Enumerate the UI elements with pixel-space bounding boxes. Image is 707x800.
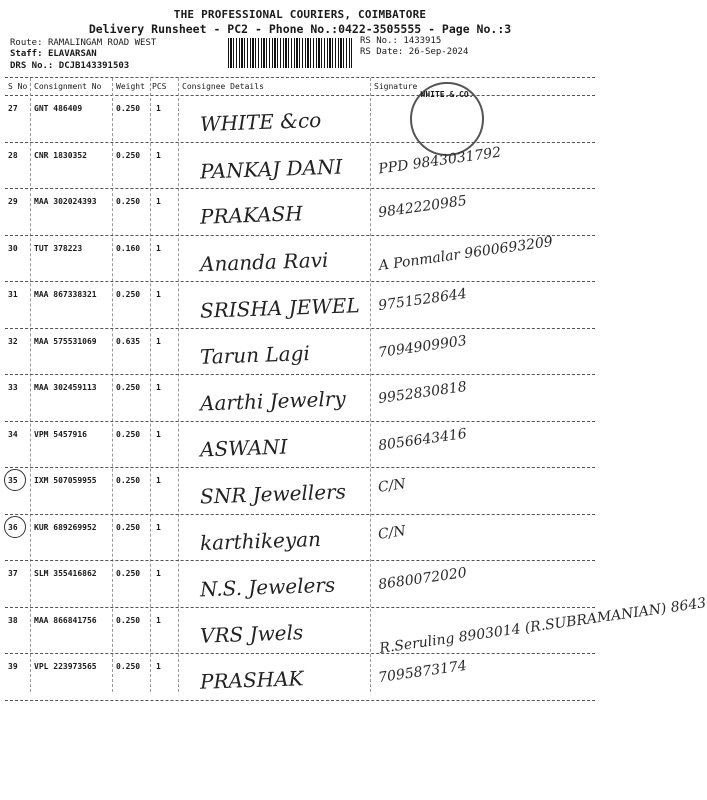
consignment-number: MAA 302459113 xyxy=(34,383,97,392)
consignee-name: SRISHA JEWEL xyxy=(199,293,361,323)
receiver-signature: C/N xyxy=(377,522,407,543)
pieces-count: 1 xyxy=(156,150,161,160)
pieces-count: 1 xyxy=(156,615,161,625)
col-consignment: Consignment No xyxy=(34,82,102,91)
route-value: RAMALINGAM ROAD WEST xyxy=(47,38,157,48)
table-row xyxy=(0,189,600,235)
consignment-number: MAA 867338321 xyxy=(34,290,97,299)
table-row xyxy=(0,233,600,282)
consignment-number: SLM 355416862 xyxy=(34,569,97,578)
serial-number: 38 xyxy=(8,615,18,625)
consignment-number: TUT 378223 xyxy=(34,243,83,253)
col-sno: S No xyxy=(8,82,28,91)
route-label: Route: xyxy=(10,38,43,48)
weight-value: 0.250 xyxy=(116,615,141,625)
weight-value: 0.250 xyxy=(116,197,141,206)
row-separator xyxy=(5,700,595,701)
pieces-count: 1 xyxy=(156,336,161,346)
table-row xyxy=(0,143,600,189)
serial-number: 33 xyxy=(8,383,18,392)
receiver-signature: 8680072020 xyxy=(377,564,468,594)
drs-label: DRS No.: xyxy=(10,61,54,71)
pieces-count: 1 xyxy=(156,197,161,206)
consignment-number: MAA 302024393 xyxy=(34,197,97,206)
serial-number: 30 xyxy=(8,243,18,253)
staff-value: ELAVARSAN xyxy=(47,49,97,59)
table-row xyxy=(0,654,600,700)
consignee-name: WHITE &co xyxy=(199,107,322,137)
drs-line xyxy=(10,61,129,71)
pieces-count: 1 xyxy=(156,569,161,578)
receiver-signature: 7094909903 xyxy=(377,332,468,361)
barcode xyxy=(228,38,352,68)
receiver-signature: 9952830818 xyxy=(377,378,468,408)
weight-value: 0.635 xyxy=(116,336,141,346)
route-line xyxy=(10,38,156,48)
consignment-number: MAA 866841756 xyxy=(34,615,97,625)
receiver-signature: 8056643416 xyxy=(377,425,468,454)
consignment-number: GNT 486409 xyxy=(34,104,83,113)
consignment-number: CNR 1830352 xyxy=(34,150,87,160)
col-signature: Signature xyxy=(374,82,418,91)
table-row xyxy=(0,96,600,142)
consignee-name: PRASHAK xyxy=(199,666,304,694)
runsheet-subtitle: Delivery Runsheet - PC2 - Phone No.:0422-3505555 - Page No.:3 xyxy=(88,22,512,36)
consignment-number: KUR 689269952 xyxy=(34,522,97,532)
runsheet-title: THE PROFESSIONAL COURIERS, COIMBATORE xyxy=(173,8,427,21)
table-row xyxy=(0,422,600,468)
stamp-text: WHITE.&.CO. xyxy=(420,90,474,99)
pieces-count: 1 xyxy=(156,476,161,485)
serial-number: 34 xyxy=(8,429,18,439)
pieces-count: 1 xyxy=(156,429,161,439)
consignee-name: N.S. Jewelers xyxy=(199,572,336,602)
table-row xyxy=(0,468,600,514)
header-rule-top xyxy=(5,77,595,78)
consignee-name: Aarthi Jewelry xyxy=(199,386,347,416)
rs-date-label: RS Date: xyxy=(360,47,404,57)
consignment-number: VPM 5457916 xyxy=(34,429,87,439)
serial-number: 39 xyxy=(8,662,18,671)
staff-label: Staff: xyxy=(10,49,43,59)
receiver-signature: R.Seruling 8903014 (R.SUBRAMANIAN) 8643 xyxy=(378,594,707,657)
receiver-signature: A Ponmalar 9600693209 xyxy=(377,233,554,274)
table-row xyxy=(0,561,600,607)
consignee-name: Tarun Lagi xyxy=(199,340,311,369)
rs-no-line xyxy=(360,36,441,46)
consignee-name: karthikeyan xyxy=(199,526,322,555)
staff-line xyxy=(10,49,97,59)
serial-number: 37 xyxy=(8,569,18,578)
consignee-name: ASWANI xyxy=(199,433,288,462)
consignee-name: PRAKASH xyxy=(199,201,304,229)
col-weight: Weight xyxy=(116,82,145,91)
serial-number: 31 xyxy=(8,290,18,299)
pieces-count: 1 xyxy=(156,522,161,532)
table-row xyxy=(0,594,707,657)
serial-number: 29 xyxy=(8,197,18,206)
pieces-count: 1 xyxy=(156,662,161,671)
rs-no-value: 1433915 xyxy=(403,36,442,46)
pieces-count: 1 xyxy=(156,243,161,253)
weight-value: 0.250 xyxy=(116,662,141,671)
weight-value: 0.160 xyxy=(116,243,141,253)
pieces-count: 1 xyxy=(156,383,161,392)
table-row xyxy=(0,515,600,561)
serial-number: 28 xyxy=(8,150,18,160)
receiver-signature: 9842220985 xyxy=(377,192,468,222)
rs-no-label: RS No.: xyxy=(360,36,398,46)
receiver-signature: 9751528644 xyxy=(377,285,468,315)
consignment-number: VPL 223973565 xyxy=(34,662,97,671)
rs-date-line xyxy=(360,47,468,57)
consignment-number: IXM 507059955 xyxy=(34,476,97,485)
serial-number: 27 xyxy=(8,104,18,113)
col-pcs: PCS xyxy=(152,82,167,91)
serial-number: 36 xyxy=(8,522,18,532)
receiver-signature: C/N xyxy=(377,476,407,496)
pieces-count: 1 xyxy=(156,104,161,113)
consignee-name: Ananda Ravi xyxy=(199,247,329,276)
table-row xyxy=(0,375,600,421)
consignee-name: PANKAJ DANI xyxy=(199,154,343,183)
serial-number: 32 xyxy=(8,336,18,346)
rs-date-value: 26-Sep-2024 xyxy=(408,47,469,57)
drs-value: DCJB143391503 xyxy=(58,61,130,71)
weight-value: 0.250 xyxy=(116,429,141,439)
col-consignee: Consignee Details xyxy=(182,82,264,91)
table-row xyxy=(0,282,600,328)
weight-value: 0.250 xyxy=(116,383,141,392)
receiver-signature: PPD 9843031792 xyxy=(377,143,503,178)
consignment-number: MAA 575531069 xyxy=(34,336,97,346)
serial-number: 35 xyxy=(8,476,18,485)
weight-value: 0.250 xyxy=(116,522,141,532)
consignee-name: SNR Jewellers xyxy=(199,479,347,509)
weight-value: 0.250 xyxy=(116,290,141,299)
receiver-signature: 7095873174 xyxy=(377,657,468,687)
weight-value: 0.250 xyxy=(116,476,141,485)
weight-value: 0.250 xyxy=(116,104,141,113)
weight-value: 0.250 xyxy=(116,150,141,160)
pieces-count: 1 xyxy=(156,290,161,299)
table-row xyxy=(0,329,600,375)
consignee-name: VRS Jwels xyxy=(199,619,304,648)
weight-value: 0.250 xyxy=(116,569,141,578)
